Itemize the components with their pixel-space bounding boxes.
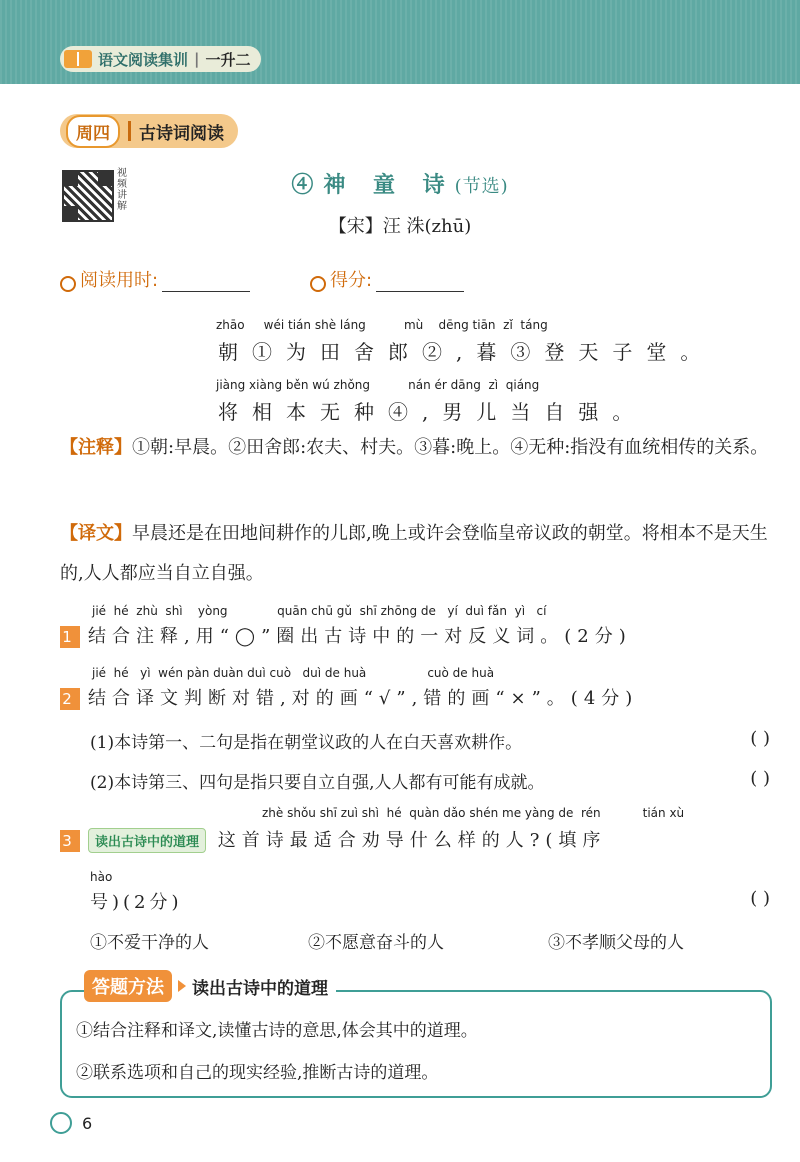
notes-label: 【注释】 bbox=[60, 437, 132, 458]
poem-title-text: ④神 童 诗 bbox=[291, 172, 455, 198]
topic-label: 古诗词阅读 bbox=[139, 123, 224, 144]
question-2-pinyin: jié hé yì wén pàn duàn duì cuò duì de huà cuò de huà bbox=[92, 666, 495, 680]
question-1-number: 1 bbox=[60, 626, 80, 648]
poem-title-note: (节选) bbox=[454, 176, 509, 197]
translation-text: 早晨还是在田地间耕作的儿郎,晚上或许会登临皇帝议政的朝堂。将相本不是天生的,人人都应当自立自强。 bbox=[60, 523, 768, 584]
score-label: 得分: bbox=[330, 270, 373, 291]
poem-line-1: 朝①为田舍郎②,暮③登天子堂。 bbox=[218, 340, 715, 364]
reading-time bbox=[60, 266, 250, 292]
sun-icon bbox=[50, 1112, 72, 1134]
question-3-option-2: ②不愿意奋斗的人 bbox=[308, 933, 444, 953]
question-2-text: 结合译文判断对错,对的画“√”,错的画“×”。(4分) bbox=[88, 688, 639, 709]
question-2 bbox=[60, 684, 638, 710]
brand-title: 语文阅读集训 bbox=[98, 50, 189, 69]
question-3-pinyin-2: hào bbox=[90, 870, 113, 884]
qr-video-label: 视频讲解 bbox=[117, 168, 127, 212]
question-2-item-2: (2)本诗第三、四句是指只要自立自强,人人都有可能有成就。 bbox=[90, 773, 545, 793]
page-number: 6 bbox=[82, 1113, 93, 1133]
score-blank[interactable] bbox=[376, 274, 464, 292]
page-header bbox=[0, 0, 800, 84]
poem-line-2: 将相本无种④,男儿当自强。 bbox=[218, 400, 647, 424]
day-label: 周四 bbox=[66, 115, 120, 148]
check-icon bbox=[310, 276, 326, 292]
brand-separator: | bbox=[194, 50, 200, 68]
poem-title bbox=[0, 168, 800, 199]
question-3-option-3: ③不孝顺父母的人 bbox=[548, 933, 684, 953]
question-3-text-2: 号)(2分) bbox=[90, 892, 183, 913]
reading-time-blank[interactable] bbox=[162, 274, 250, 292]
section-tag bbox=[60, 114, 238, 148]
answer-paren-2-1[interactable]: ( ) bbox=[750, 728, 770, 749]
answer-paren-2-2[interactable]: ( ) bbox=[750, 768, 770, 789]
reading-time-label: 阅读用时: bbox=[80, 270, 159, 291]
series-brand bbox=[60, 46, 261, 72]
method-tip-1: ①结合注释和译文,读懂古诗的意思,体会其中的道理。 bbox=[76, 1021, 478, 1041]
question-1-pinyin: jié hé zhù shì yòng quān chū gǔ shī zhōng de yí duì fǎn yì cí bbox=[92, 604, 547, 618]
question-1 bbox=[60, 622, 632, 648]
brand-grade: 一升二 bbox=[205, 50, 251, 69]
question-3-pinyin: zhè shǒu shī zuì shì hé quàn dǎo shén me yàng de rén tián xù bbox=[262, 806, 685, 820]
method-label: 答题方法 bbox=[84, 970, 172, 1002]
answer-paren-3[interactable]: ( ) bbox=[750, 888, 770, 909]
method-tip-2: ②联系选项和自己的现实经验,推断古诗的道理。 bbox=[76, 1063, 439, 1083]
score bbox=[310, 266, 464, 292]
page-footer bbox=[50, 1112, 92, 1134]
notes-paragraph bbox=[60, 428, 780, 468]
question-3 bbox=[60, 826, 606, 853]
question-1-text: 结合注释,用“◯”圈出古诗中的一对反义词。(2分) bbox=[88, 626, 632, 647]
question-2-item-1: (1)本诗第一、二句是指在朝堂议政的人在白天喜欢耕作。 bbox=[90, 733, 523, 753]
poem-author: 【宋】汪 洙(zhū) bbox=[328, 216, 472, 237]
question-3-number: 3 bbox=[60, 830, 80, 852]
question-3-text: 这首诗最适合劝导什么样的人?(填序 bbox=[217, 830, 607, 851]
book-icon bbox=[64, 50, 92, 68]
arrow-right-icon bbox=[178, 980, 186, 992]
notes-text: ①朝:早晨。②田舍郎:农夫、村夫。③暮:晚上。④无种:指没有血统相传的关系。 bbox=[132, 437, 769, 458]
clock-icon bbox=[60, 276, 76, 292]
poem-line-1-pinyin: zhāo wéi tián shè láng mù dēng tiān zǐ táng bbox=[216, 318, 548, 332]
question-3-skill-tag: 读出古诗中的道理 bbox=[88, 828, 206, 853]
translation-paragraph bbox=[60, 514, 780, 594]
question-3-option-1: ①不爱干净的人 bbox=[90, 933, 209, 953]
question-2-number: 2 bbox=[60, 688, 80, 710]
poem-line-2-pinyin: jiàng xiàng běn wú zhǒng nán ér dāng zì qiáng bbox=[216, 378, 540, 392]
translation-label: 【译文】 bbox=[60, 523, 132, 544]
tag-divider bbox=[128, 121, 131, 141]
method-header bbox=[84, 970, 336, 1002]
method-title: 读出古诗中的道理 bbox=[192, 978, 328, 999]
